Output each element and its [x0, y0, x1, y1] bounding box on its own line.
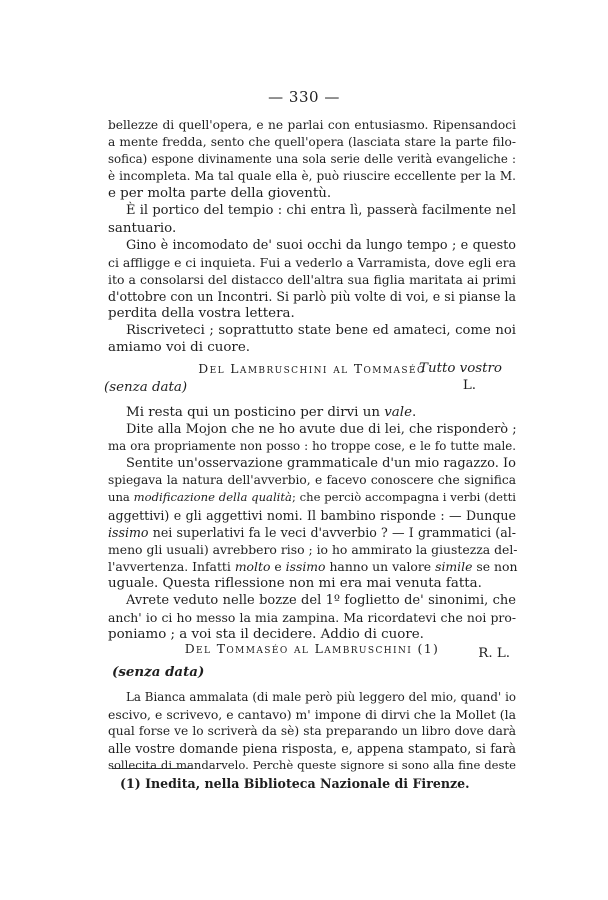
text-line: meno gli usuali) avrebbero riso ; io ho ammirato la giustezza del- [108, 541, 518, 557]
text-line: anch' io ci ho messo la mia zampina. Ma ricordatevi che noi pro- [108, 610, 516, 626]
text-line: a mente fredda, sento che quell'opera (lasciata stare la parte filo- [108, 135, 516, 150]
letter-3-body [108, 689, 516, 774]
text-line: Mi resta qui un posticino per dirvi un vale. [126, 405, 417, 420]
text-line: uguale. Questa riflessione non mi era mai venuta fatta. [108, 575, 482, 591]
text-line: ci affligge e ci inquieta. Fui a vederlo a Varramista, dove egli era [108, 254, 516, 270]
letter-2 [108, 361, 516, 376]
text-line: issimo nei superlativi fa le veci d'avverbio ? — I grammatici (al- [108, 524, 516, 540]
text-line: La Bianca ammalata (di male però più leggero del mio, quand' io [126, 690, 516, 704]
text-line: è incompleta. Ma tal quale ella è, può riuscire eccellente per la M. [108, 169, 516, 184]
text-line: alle vostre domande piena risposta, e, appena stampato, si farà [108, 741, 516, 757]
text-line: Avrete veduto nelle bozze del 1º foglietto de' sinonimi, che [126, 593, 516, 609]
text-line: ito a consolarsi del distacco dell'altra sua figlia maritata ai primi [108, 271, 516, 287]
text-line: poniamo ; a voi sta il decidere. Addio di cuore. [108, 627, 424, 643]
footnote: (1) Inedita, nella Biblioteca Nazionale di Firenze. [120, 776, 470, 791]
text-line: Riscriveteci ; soprattutto state bene ed amateci, come noi [126, 323, 516, 339]
letter-date: (senza data) [112, 664, 205, 680]
letter-heading: Del Lambruschini al Tommaséo [198, 361, 426, 376]
footnote-rule [112, 768, 192, 769]
text-line: aggettivi) e gli aggettivi nomi. Il bambino risponde : — Dunque [108, 507, 516, 523]
letter-heading: Del Tommaséo al Lambruschini (1) [184, 641, 440, 656]
text-line: Sentite un'osservazione grammaticale d'un mio ragazzo. Io [126, 456, 516, 472]
text-line: e per molta parte della gioventù. [108, 186, 332, 202]
letter-date: (senza data) [104, 380, 188, 395]
text-line: qual forse ve lo scriverà da sè) sta preparando un libro dove darà [108, 724, 516, 739]
text-line: Gino è incomodato de' suoi occhi da lungo tempo ; e questo [126, 237, 516, 253]
text-line: sofica) espone divinamente una sola serie delle verità evangeliche : [108, 152, 516, 167]
letter-1-body [108, 117, 516, 395]
text-line: amiamo voi di cuore. [108, 340, 251, 356]
text-line: santuario. [108, 220, 177, 236]
letter-3-date [108, 664, 516, 680]
text-line: escivo, e scrivevo, e cantavo) m' impone di dirvi che la Mollet (la [108, 707, 516, 723]
letter-2-date [104, 380, 516, 395]
text-line: sollecita di mandarvelo. Perchè queste signore si sono alla fine deste [108, 758, 516, 773]
text-line: Dite alla Mojon che ne ho avute due di lei, che risponderò ; [126, 422, 517, 438]
text-line: l'avvertenza. Infatti molto e issimo hanno un valore simile se non [108, 558, 518, 574]
text-line: È il portico del tempio : chi entra lì, passerà facilmente nel [126, 203, 516, 219]
text-line: una modificazione della qualità; che perciò accompagna i verbi (detti [108, 490, 516, 505]
closing-salutation: Tutto vostro [419, 361, 502, 377]
letter-2-body [108, 404, 516, 661]
text-line: d'ottobre con un Incontri. Si parlò più volte di voi, e si pianse la [108, 288, 516, 304]
text-line: perdita della vostra lettera. [108, 306, 295, 322]
letter-3 [108, 641, 516, 656]
text-line: bellezze di quell'opera, e ne parlai con entusiasmo. Ripensandoci [108, 118, 516, 132]
letter-signature: R. L. [478, 646, 510, 662]
text-line: ma ora propriamente non posso : ho troppe cose, e le fo tutte male. [108, 439, 516, 454]
page-number: — 330 — [268, 88, 340, 106]
signature-initial: L. [462, 378, 476, 394]
text-line: spiegava la natura dell'avverbio, e facevo conoscere che significa [108, 473, 516, 488]
